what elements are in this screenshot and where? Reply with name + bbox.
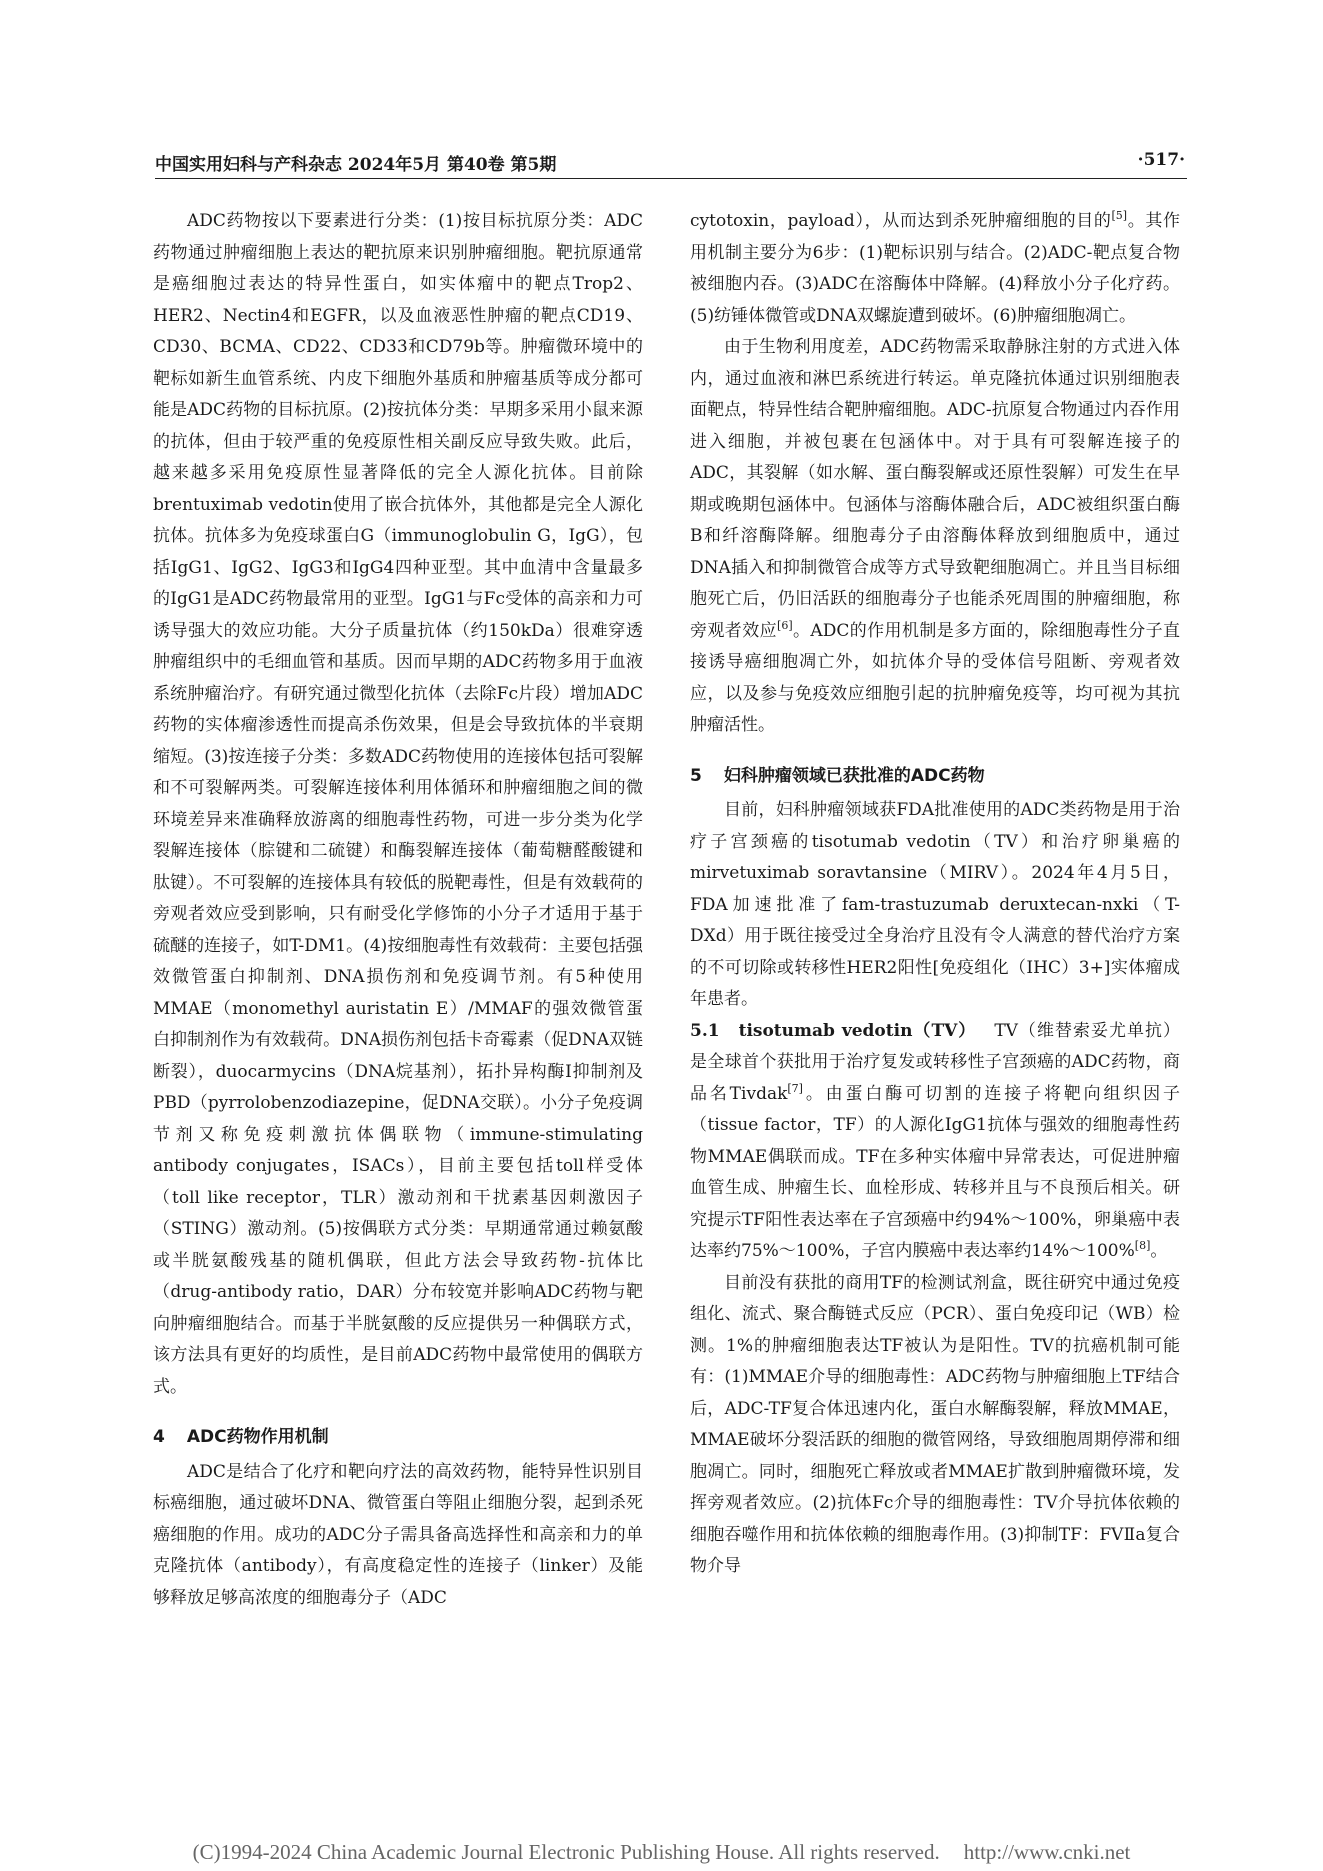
section-number: 5 — [690, 765, 702, 786]
paragraph-tisotumab — [690, 1016, 1180, 1268]
paragraph-text: 由于生物利用度差，ADC药物需采取静脉注射的方式进入体内，通过血液和淋巴系统进行转运。单克隆抗体通过识别细胞表面靶点，特异性结合靶肿瘤细胞。ADC-抗原复合物通过内吞作用进入细胞，并被包裹在包涵体中。对于具有可裂解连接子的ADC，其裂解（如水解、蛋白酶裂解或还原性裂解）可发生在早期或晚期包涵体中。包涵体与溶酶体融合后，ADC被组织蛋白酶B和纤溶酶降解。细胞毒分子由溶酶体释放到细胞质中，通过DNA插入和抑制微管合成等方式导致靶细胞凋亡。并且当目标细胞死亡后，仍旧活跃的细胞毒分子也能杀死周围的肿瘤细胞，称旁观者效应 — [690, 337, 1180, 641]
section-title: ADC药物作用机制 — [186, 1427, 329, 1447]
paragraph-approved-drugs: 目前，妇科肿瘤领域获FDA批准使用的ADC类药物是用于治疗子宫颈癌的tisotumab vedotin（TV）和治疗卵巢癌的mirvetuximab soravtansine（MIRV）。2024年4月5日，FDA加速批准了fam-trastuzumab deruxtecan-nxki（T-DXd）用于既往接受过全身治疗且没有令人满意的替代治疗方案的不可切除或转移性HER2阳性[免疫组化（IHC）3+]实体瘤成年患者。 — [690, 800, 1180, 1009]
paragraph-text: 。其作用机制主要分为6步：(1)靶标识别与结合。(2)ADC-靶点复合物被细胞内吞。(3)ADC在溶酶体中降解。(4)释放小分子化疗药。(5)纺锤体微管或DNA双螺旋遭到破坏。(6)肿瘤细胞凋亡。 — [690, 211, 1181, 326]
paragraph-mechanism-intro: ADC是结合了化疗和靶向疗法的高效药物，能特异性识别目标癌细胞，通过破坏DNA、微管蛋白等阻止细胞分裂，起到杀死癌细胞的作用。成功的ADC分子需具备高选择性和高亲和力的单克隆抗体（antibody），有高度稳定性的连接子（linker）及能够释放足够高浓度的细胞毒分子（ADC — [153, 1461, 643, 1608]
paragraph-bioavailability — [690, 332, 1180, 742]
paragraph-text: 。由蛋白酶可切割的连接子将靶向组织因子（tissue factor，TF）的人源化IgG1抗体与强效的细胞毒性药物MMAE偶联而成。TF在多种实体瘤中异常表达，可促进肿瘤血管生成、肿瘤生长、血栓形成、转移并且与不良预后相关。研究提示TF阳性表达率在子宫颈癌中约94%～100%，卵巢癌中表达率约75%～100%，子宫内膜癌中表达率约14%～100% — [690, 1083, 1181, 1261]
copyright-text: (C)1994-2024 China Academic Journal Electronic Publishing House. All rights reserved. — [192, 1840, 940, 1864]
header-rule — [155, 178, 1187, 179]
paragraph-tf-detection: 目前没有获批的商用TF的检测试剂盒，既往研究中通过免疫组化、流式、聚合酶链式反应（PCR）、蛋白免疫印记（WB）检测。1%的肿瘤细胞表达TF被认为是阳性。TV的抗癌机制可能有：(1)MMAE介导的细胞毒性：ADC药物与肿瘤细胞上TF结合后，ADC-TF复合体迅速内化，蛋白水解酶裂解，释放MMAE，MMAE破坏分裂活跃的细胞的微管网络，导致细胞周期停滞和细胞凋亡。同时，细胞死亡释放或者MMAE扩散到肿瘤微环境，发挥旁观者效应。(2)抗体Fc介导的细胞毒性：TV介导抗体依赖的细胞吞噬作用和抗体依赖的细胞毒作用。(3)抑制TF：FVⅡa复合物介导 — [690, 1272, 1180, 1576]
subsection-title: 5.1 tisotumab vedotin（TV） — [690, 1020, 977, 1041]
journal-info: 中国实用妇科与产科杂志 2024年5月 第40卷 第5期 — [155, 155, 557, 175]
paragraph-adc-classification: ADC药物按以下要素进行分类：(1)按目标抗原分类：ADC药物通过肿瘤细胞上表达的靶抗原来识别肿瘤细胞。靶抗原通常是癌细胞过表达的特异性蛋白，如实体瘤中的靶点Trop2、HER2、Nectin4和EGFR，以及血液恶性肿瘤的靶点CD19、CD30、BCMA、CD22、CD33和CD79b等。肿瘤微环境中的靶标如新生血管系统、内皮下细胞外基质和肿瘤基质等成分都可能是ADC药物的目标抗原。(2)按抗体分类：早期多采用小鼠来源的抗体，但由于较严重的免疫原性相关副反应导致失败。此后，越来越多采用免疫原性显著降低的完全人源化抗体。目前除brentuximab vedotin使用了嵌合抗体外，其他都是完全人源化抗体。抗体多为免疫球蛋白G（immunoglobulin G，IgG），包括IgG1、IgG2、IgG3和IgG4四种亚型。其中血清中含量最多的IgG1是ADC药物最常用的亚型。IgG1与Fc受体的高亲和力可诱导强大的效应功能。大分子质量抗体（约150kDa）很难穿透肿瘤组织中的毛细血管和基质。因而早期的ADC药物多用于血液系统肿瘤治疗。有研究通过微型化抗体（去除Fc片段）增加ADC药物的实体瘤渗透性而提高杀伤效果，但是会导致抗体的半衰期缩短。(3)按连接子分类：多数ADC药物使用的连接体包括可裂解和不可裂解两类。可裂解连接体利用体循环和肿瘤细胞之间的微环境差异来准确释放游离的细胞毒性药物，可进一步分类为化学裂解连接体（腙键和二硫键）和酶裂解连接体（葡萄糖醛酸键和肽键）。不可裂解的连接体具有较低的脱靶毒性，但是有效载荷的旁观者效应受到影响，只有耐受化学修饰的小分子才适用于基于硫醚的连接子，如T-DM1。(4)按细胞毒性有效载荷：主要包括强效微管蛋白抑制剂、DNA损伤剂和免疫调节剂。有5种使用MMAE（monomethyl auristatin E）/MMAF的强效微管蛋白抑制剂作为有效载荷。DNA损伤剂包括卡奇霉素（促DNA双链断裂），duocarmycins（DNA烷基剂），拓扑异构酶Ⅰ抑制剂及PBD（pyrrolobenzodiazepine，促DNA交联）。小分子免疫调节剂又称免疫刺激抗体偶联物（immune-stimulating antibody conjugates，ISACs），目前主要包括toll样受体（toll like receptor，TLR）激动剂和干扰素基因刺激因子（STING）激动剂。(5)按偶联方式分类：早期通常通过赖氨酸或半胱氨酸残基的随机偶联，但此方法会导致药物-抗体比（drug-antibody ratio，DAR）分布较宽并影响ADC药物与靶向肿瘤细胞结合。而基于半胱氨酸的反应提供另一种偶联方式，该方法具有更好的均质性，是目前ADC药物中最常使用的偶联方式。 — [153, 211, 643, 1397]
citation-ref[interactable]: [6] — [777, 618, 793, 632]
paragraph-text: 。 — [1150, 1241, 1168, 1261]
cnki-link[interactable]: http://www.cnki.net — [963, 1840, 1131, 1864]
section-heading-4 — [153, 1422, 643, 1454]
paragraph-mechanism-steps — [690, 206, 1180, 332]
section-number: 4 — [153, 1427, 165, 1447]
section-heading-5 — [690, 761, 1180, 793]
citation-ref[interactable]: [7] — [787, 1081, 803, 1095]
copyright-footer — [0, 1840, 1323, 1865]
running-header — [155, 150, 1185, 175]
paragraph-text: TV（维替索妥尤单抗）是全球首个获批用于治疗复发或转移性子宫颈癌的ADC药物，商品名Tivdak — [690, 1020, 1180, 1104]
paragraph-text: cytotoxin，payload），从而达到杀死肿瘤细胞的目的 — [690, 211, 1112, 231]
paragraph-text: 。ADC的作用机制是多方面的，除细胞毒性分子直接诱导癌细胞凋亡外，如抗体介导的受体信号阻断、旁观者效应，以及参与免疫效应细胞引起的抗肿瘤免疫等，均可视为其抗肿瘤活性。 — [690, 620, 1181, 735]
left-column — [153, 206, 643, 1614]
citation-ref[interactable]: [5] — [1111, 209, 1128, 222]
citation-ref[interactable]: [8] — [1134, 1239, 1151, 1252]
section-title: 妇科肿瘤领域已获批准的ADC药物 — [723, 765, 985, 786]
right-column — [690, 206, 1180, 1583]
page-number: ·517· — [1137, 150, 1185, 170]
